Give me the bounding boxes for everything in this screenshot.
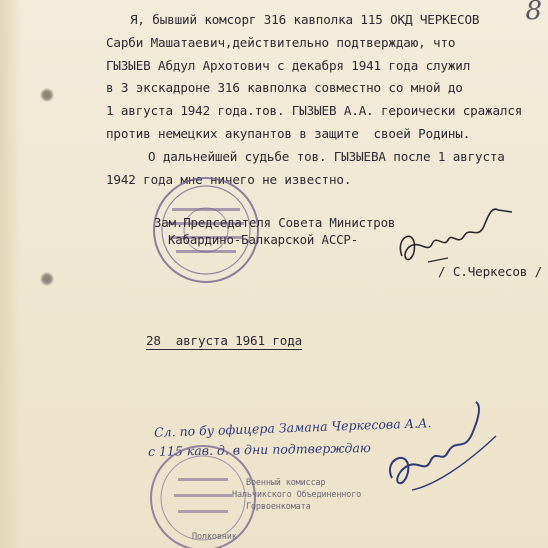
handwritten-note-line: Сл. по бу офицера Замана Черкесова А.А. (153, 415, 432, 440)
body-line: Я, бывший комсорг 316 кавполка 115 ОКД ЧЕРКЕСОВ (130, 12, 480, 27)
stamp-text-line: Полковник (192, 532, 237, 542)
official-round-stamp (150, 174, 262, 286)
body-line: против немецких акупантов в защите своей Родины. (106, 126, 471, 141)
paper-fold-shadow (0, 0, 22, 548)
body-line: в 3 экскадроне 316 кавполка совместно со мной до (106, 80, 463, 95)
stamp-text-line: Горвоенкомата (246, 502, 311, 512)
signatory-name: / С.Черкесов / (438, 264, 543, 279)
signatory-title-line: Зам.Председателя Совета Министров (154, 215, 396, 230)
binder-hole (40, 272, 54, 286)
corner-page-number: 8 (525, 0, 542, 26)
binder-hole (40, 88, 54, 102)
body-line: ГЫЗЫЕВ Абдул Архотович с декабря 1941 года служил (106, 58, 471, 73)
stamp-text-line: Военный комиссар (246, 478, 326, 488)
document-date: 28 августа 1961 года (146, 333, 303, 348)
body-line: О дальнейшей судьбе тов. ГЫЗЫЕВА после 1 августа (148, 149, 505, 164)
signatory-title-line: Кабардино-Балкарской АССР- (168, 232, 359, 247)
handwritten-signature-bottom (372, 398, 512, 508)
handwritten-note-line: с 115 кав. д. в дни подтверждаю (147, 440, 371, 459)
body-line: Сарби Машатаевич,действительно подтверждаю, что (106, 35, 456, 50)
stamp-text-line: Нальчикского Объединенного (232, 490, 362, 500)
body-line: 1 августа 1942 года.тов. ГЫЗЫЕВ А.А. героически сражался (106, 103, 523, 118)
body-line: 1942 года мне ничего не известно. (106, 172, 352, 187)
